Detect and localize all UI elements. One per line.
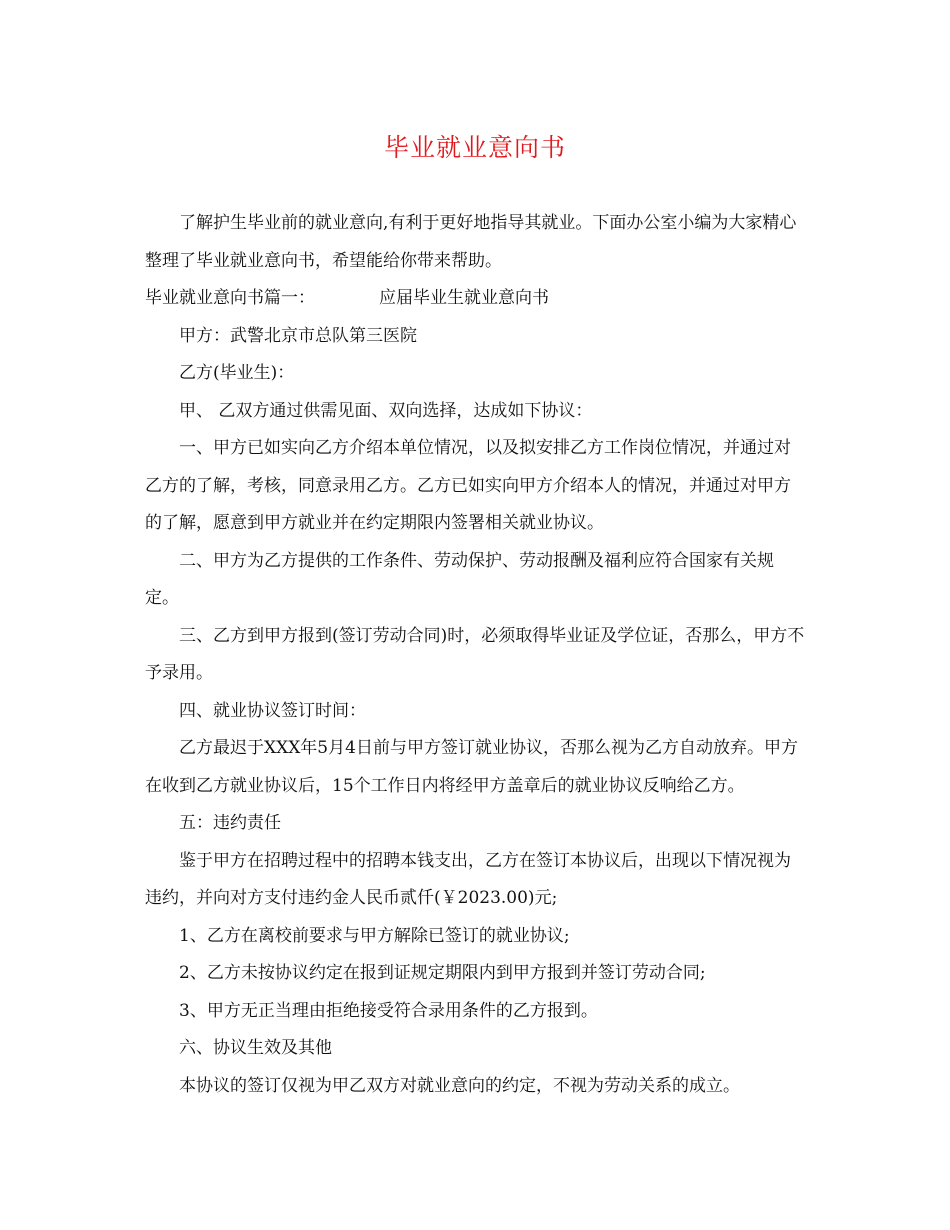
clause-4-heading: 四、就业协议签订时间：	[179, 700, 366, 721]
clause-6-heading: 六、协议生效及其他	[179, 1038, 332, 1058]
party-b-line: 乙方(毕业生)：	[179, 363, 295, 383]
intro-paragraph: 了解护生毕业前的就业意向,有利于更好地指导其就业。下面办公室小编为大家精心整理了毕业就业意向书，希望能给你带来帮助。	[145, 213, 797, 271]
preamble-line: 甲、 乙双方通过供需见面、双向选择，达成如下协议：	[179, 400, 593, 421]
section-heading-left: 毕业就业意向书篇一：	[145, 288, 315, 308]
clause-5-heading: 五：违约责任	[179, 813, 281, 833]
clause-5-item-2: 2、乙方未按协议约定在报到证规定期限内到甲方报到并签订劳动合同;	[179, 963, 706, 983]
document-title: 毕业就业意向书	[383, 133, 566, 162]
section-heading	[145, 280, 807, 318]
clause-1: 一、甲方已如实向乙方介绍本单位情况，以及拟安排乙方工作岗位情况，并通过对乙方的了解，考核，同意录用乙方。乙方已如实向甲方介绍本人的情况，并通过对甲方的了解，愿意到甲方就业并在约定期限内签署相关就业协议。	[145, 438, 791, 533]
clause-2: 二、甲方为乙方提供的工作条件、劳动保护、劳动报酬及福利应符合国家有关规定。	[145, 550, 774, 608]
clause-3: 三、乙方到甲方报到(签订劳动合同)时，必须取得毕业证及学位证，否那么，甲方不予录用。	[145, 625, 805, 683]
party-a-line: 甲方：武警北京市总队第三医院	[179, 325, 417, 346]
document-body	[145, 205, 807, 1105]
clause-6-body: 本协议的签订仅视为甲乙双方对就业意向的约定，不视为劳动关系的成立。	[179, 1075, 740, 1096]
clause-4-body: 乙方最迟于XXX年5月4日前与甲方签订就业协议，否那么视为乙方自动放弃。甲方在收到乙方就业协议后，15个工作日内将经甲方盖章后的就业协议反响给乙方。	[145, 738, 798, 796]
clause-5-body: 鉴于甲方在招聘过程中的招聘本钱支出，乙方在签订本协议后，出现以下情况视为违约，并向对方支付违约金人民币贰仟(￥2023.00)元;	[145, 850, 791, 908]
clause-5-item-1: 1、乙方在离校前要求与甲方解除已签订的就业协议;	[179, 925, 570, 946]
clause-5-item-3: 3、甲方无正当理由拒绝接受符合录用条件的乙方报到。	[179, 1000, 598, 1021]
section-heading-right: 应届毕业生就业意向书	[379, 288, 549, 308]
